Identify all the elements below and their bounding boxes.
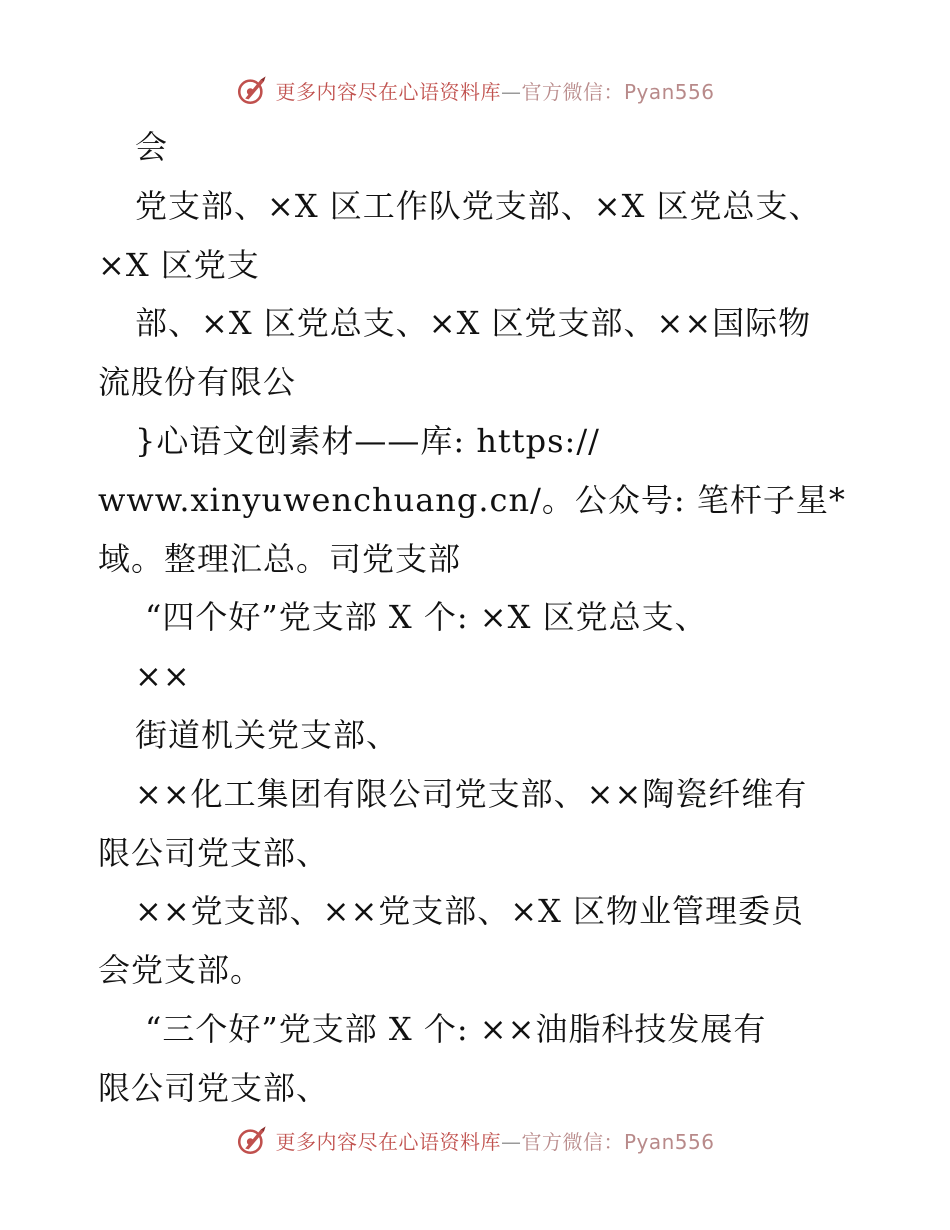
- body-text-line: “三个好”党支部 X 个: ××油脂科技发展有: [145, 1009, 767, 1048]
- header-watermark: [0, 70, 950, 110]
- body-text-line: 街道机关党支部、: [135, 715, 400, 754]
- watermark-main-text: 更多内容尽在心语资料库: [275, 79, 501, 104]
- body-text-line: ×X 区党支: [98, 245, 260, 284]
- body-text-line: “四个好”党支部 X 个: ×X 区党总支、: [145, 598, 708, 637]
- body-text-line: 流股份有限公: [98, 363, 297, 402]
- watermark-separator: —: [500, 79, 522, 104]
- body-text-line: ××党支部、××党支部、×X 区物业管理委员: [135, 892, 805, 931]
- body-text-line: ××: [135, 657, 191, 696]
- watermark-main-text: 更多内容尽在心语资料库: [275, 1129, 501, 1154]
- watermark-contact-text: 官方微信：Pyan556: [521, 79, 715, 104]
- body-text-line: 限公司党支部、: [98, 1068, 330, 1107]
- body-text-line: 限公司党支部、: [98, 833, 330, 872]
- body-text-line: 域。整理汇总。司党支部: [98, 539, 462, 578]
- watermark-text: [275, 1126, 714, 1155]
- body-text-line: 会党支部。: [98, 951, 264, 990]
- watermark-contact-text: 官方微信：Pyan556: [521, 1129, 715, 1154]
- body-text-line: ××化工集团有限公司党支部、××陶瓷纤维有: [135, 774, 808, 813]
- watermark-separator: —: [500, 1129, 522, 1154]
- body-text-line: }心语文创素材——库: https://: [135, 421, 600, 460]
- body-text-line: 会: [135, 128, 169, 166]
- quill-pen-logo-icon: [235, 1123, 269, 1157]
- quill-pen-logo-icon: [235, 73, 269, 107]
- body-text-line: www.xinyuwenchuang.cn/。公众号: 笔杆子星*: [98, 480, 846, 519]
- body-text-line: 部、×X 区党总支、×X 区党支部、××国际物: [135, 304, 812, 343]
- watermark-text: [275, 76, 714, 105]
- document-body: [98, 118, 858, 1118]
- body-text-line: 党支部、×X 区工作队党支部、×X 区党总支、: [135, 186, 822, 225]
- footer-watermark: [0, 1120, 950, 1160]
